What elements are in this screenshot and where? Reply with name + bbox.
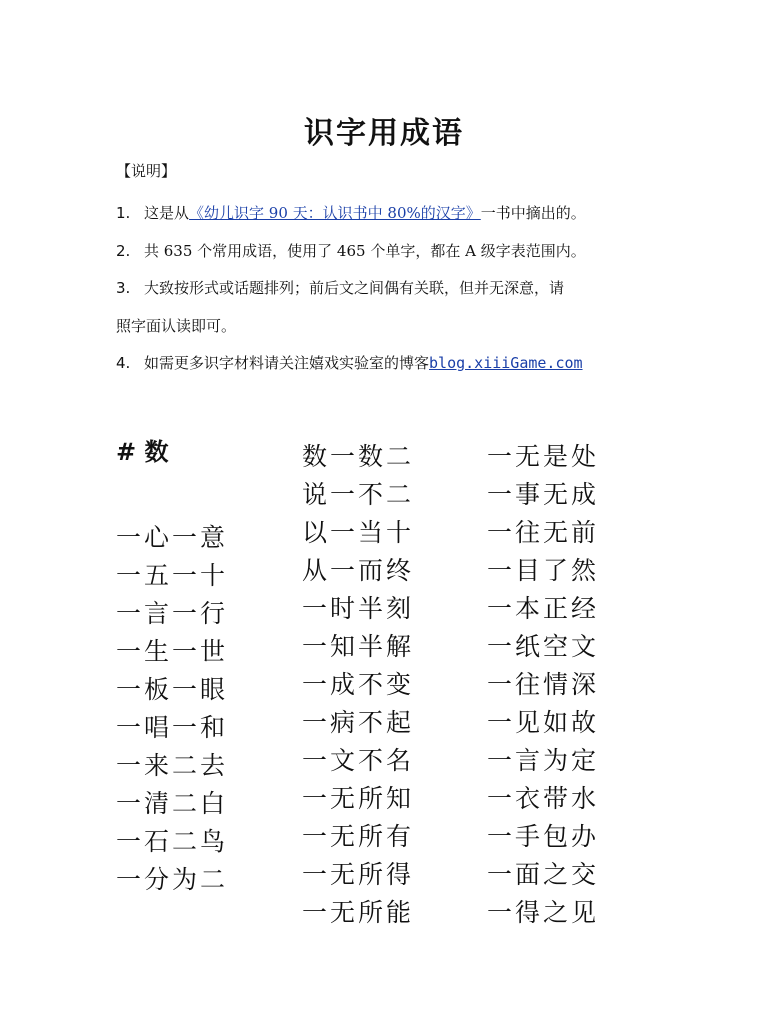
idiom: 一无所知 [302, 784, 415, 813]
idiom: 以一当十 [302, 518, 415, 547]
idiom: 数一数二 [302, 442, 415, 471]
idiom: 一面之交 [487, 860, 600, 889]
idiom: 一病不起 [302, 708, 415, 737]
idiom: 一无是处 [487, 442, 600, 471]
book-title-link[interactable]: 《幼儿识字 90 天：认识书中 80%的汉字》 [189, 204, 481, 222]
idiom: 一知半解 [302, 632, 415, 661]
idiom: 一唱一和 [116, 713, 229, 742]
section-heading: # 数 [116, 438, 169, 466]
idiom: 一往无前 [487, 518, 600, 547]
idiom: 一言为定 [487, 746, 600, 775]
note-3-number: 3. [116, 279, 131, 297]
idiom: 一生一世 [116, 637, 229, 666]
idiom: 一五一十 [116, 561, 229, 590]
idiom: 一心一意 [116, 523, 229, 552]
note-2 [116, 240, 586, 261]
note-3-text-line2: 照字面认读即可。 [116, 317, 237, 335]
idiom: 说一不二 [302, 480, 415, 509]
note-4-text: 如需更多识字材料请关注嬉戏实验室的博客 [144, 354, 430, 372]
idiom: 一无所有 [302, 822, 415, 851]
idiom: 一纸空文 [487, 632, 600, 661]
blog-link[interactable]: blog.xiiiGame.com [429, 354, 583, 372]
idiom: 一目了然 [487, 556, 600, 585]
note-1-text-before: 这是从 [144, 204, 190, 222]
idiom: 一板一眼 [116, 675, 229, 704]
note-1 [116, 202, 586, 223]
note-1-number: 1. [116, 204, 131, 222]
note-4-number: 4. [116, 354, 131, 372]
idiom: 一成不变 [302, 670, 415, 699]
idiom: 一来二去 [116, 751, 229, 780]
idiom: 一清二白 [116, 789, 229, 818]
idiom: 一无所能 [302, 898, 415, 927]
idiom: 一时半刻 [302, 594, 415, 623]
idiom: 一往情深 [487, 670, 600, 699]
idiom: 一文不名 [302, 746, 415, 775]
notes-heading: 【说明】 [116, 162, 177, 180]
idiom: 一手包办 [487, 822, 600, 851]
note-2-number: 2. [116, 242, 131, 260]
note-4 [116, 352, 583, 373]
idiom: 一无所得 [302, 860, 415, 889]
idiom: 一事无成 [487, 480, 600, 509]
idiom: 一石二鸟 [116, 827, 229, 856]
page-title: 识字用成语 [304, 116, 464, 151]
note-3-text: 大致按形式或话题排列；前后文之间偶有关联，但并无深意，请 [144, 279, 565, 297]
idiom: 从一而终 [302, 556, 415, 585]
idiom: 一得之见 [487, 898, 600, 927]
note-3 [116, 277, 564, 298]
idiom: 一衣带水 [487, 784, 600, 813]
idiom: 一见如故 [487, 708, 600, 737]
note-2-text: 共 635 个常用成语，使用了 465 个单字，都在 A 级字表范围内。 [144, 242, 586, 260]
idiom: 一分为二 [116, 865, 229, 894]
idiom: 一言一行 [116, 599, 229, 628]
note-1-text-after: 一书中摘出的。 [480, 204, 586, 222]
idiom: 一本正经 [487, 594, 600, 623]
